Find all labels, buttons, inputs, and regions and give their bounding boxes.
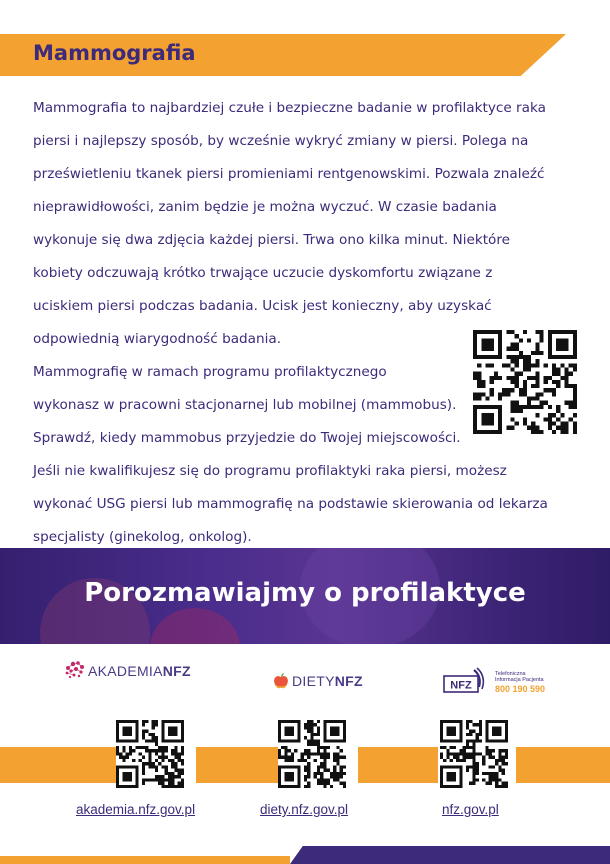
paragraph-line: wykonuje się dwa zdjęcia każdej piersi. Trwa ono kilka minut. Niektóre [33,232,511,248]
diety-logo-text: DIETY [292,673,335,689]
banner-decoration [150,608,240,644]
paragraph-line: nieprawidłowości, zanim będzie je można wyczuć. W czasie badania [33,199,497,215]
mammobus-qr-code-icon[interactable] [473,330,577,434]
decor-stripe [516,747,610,783]
decor-stripe [196,747,278,783]
footer-stripe [0,856,290,864]
paragraph-line: odpowiednią wiarygodność badania. [33,331,282,347]
banner-title: Porozmawiajmy o profilaktyce [84,578,526,608]
nfz-logo-line2: Informacja Pacjenta [495,677,544,683]
nfz-phone-logo-icon [441,664,491,700]
paragraph-line: piersi i najlepszy sposób, by wcześnie wykryć zmiany w piersi. Polega na [33,133,529,149]
paragraph-line: Mammografia to najbardziej czułe i bezpieczne badanie w profilaktyce raka [33,100,546,116]
nfz-logo-text [495,671,545,694]
paragraph-line: uciskiem piersi podczas badania. Ucisk jest konieczny, aby uzyskać [33,298,492,314]
article-body [33,92,578,554]
paragraph-line: wykonać USG piersi lub mammografię na podstawie skierowania od lekarza [33,496,548,512]
brain-icon [62,658,88,684]
akademia-logo-text: AKADEMIA [88,663,163,679]
paragraph-line: specjalisty (ginekolog, onkolog). [33,529,252,545]
tip-nfz-logo [441,664,545,700]
decor-stripe [358,747,438,783]
paragraph-line: Sprawdź, kiedy mammobus przyjedzie do Twojej miejscowości. [33,430,461,446]
diety-logo-nfz: NFZ [334,673,363,689]
nfz-phone-number: 800 190 590 [495,683,546,694]
diety-qr-code-icon[interactable] [278,720,346,788]
article-title: Mammografia [33,41,196,65]
nfz-logo-line1: Telefoniczna [495,670,526,677]
paragraph-line: kobiety odczuwają krótko trwające uczucie dyskomfortu związane z [33,265,493,281]
paragraph-line: Jeśli nie kwalifikujesz się do programu profilaktyki raka piersi, możesz [33,463,507,479]
nfz-link[interactable]: nfz.gov.pl [442,802,499,817]
diety-link[interactable]: diety.nfz.gov.pl [260,802,349,817]
paragraph-line: Mammografię w ramach programu profilaktycznego [33,364,387,380]
footer-stripe [290,846,610,864]
nfz-qr-code-icon[interactable] [440,720,508,788]
diety-nfz-logo [273,672,363,690]
nfz-mark-text: NFZ [450,679,472,692]
paragraph-line: wykonasz w pracowni stacjonarnej lub mobilnej (mammobus). [33,397,457,413]
paragraph-line: prześwietleniu tkanek piersi promieniami rentgenowskimi. Pozwala znaleźć [33,166,545,182]
akademia-nfz-logo [62,658,191,684]
akademia-logo-nfz: NFZ [162,663,191,679]
akademia-link[interactable]: akademia.nfz.gov.pl [76,802,196,817]
apple-icon [273,672,289,690]
akademia-qr-code-icon[interactable] [116,720,184,788]
